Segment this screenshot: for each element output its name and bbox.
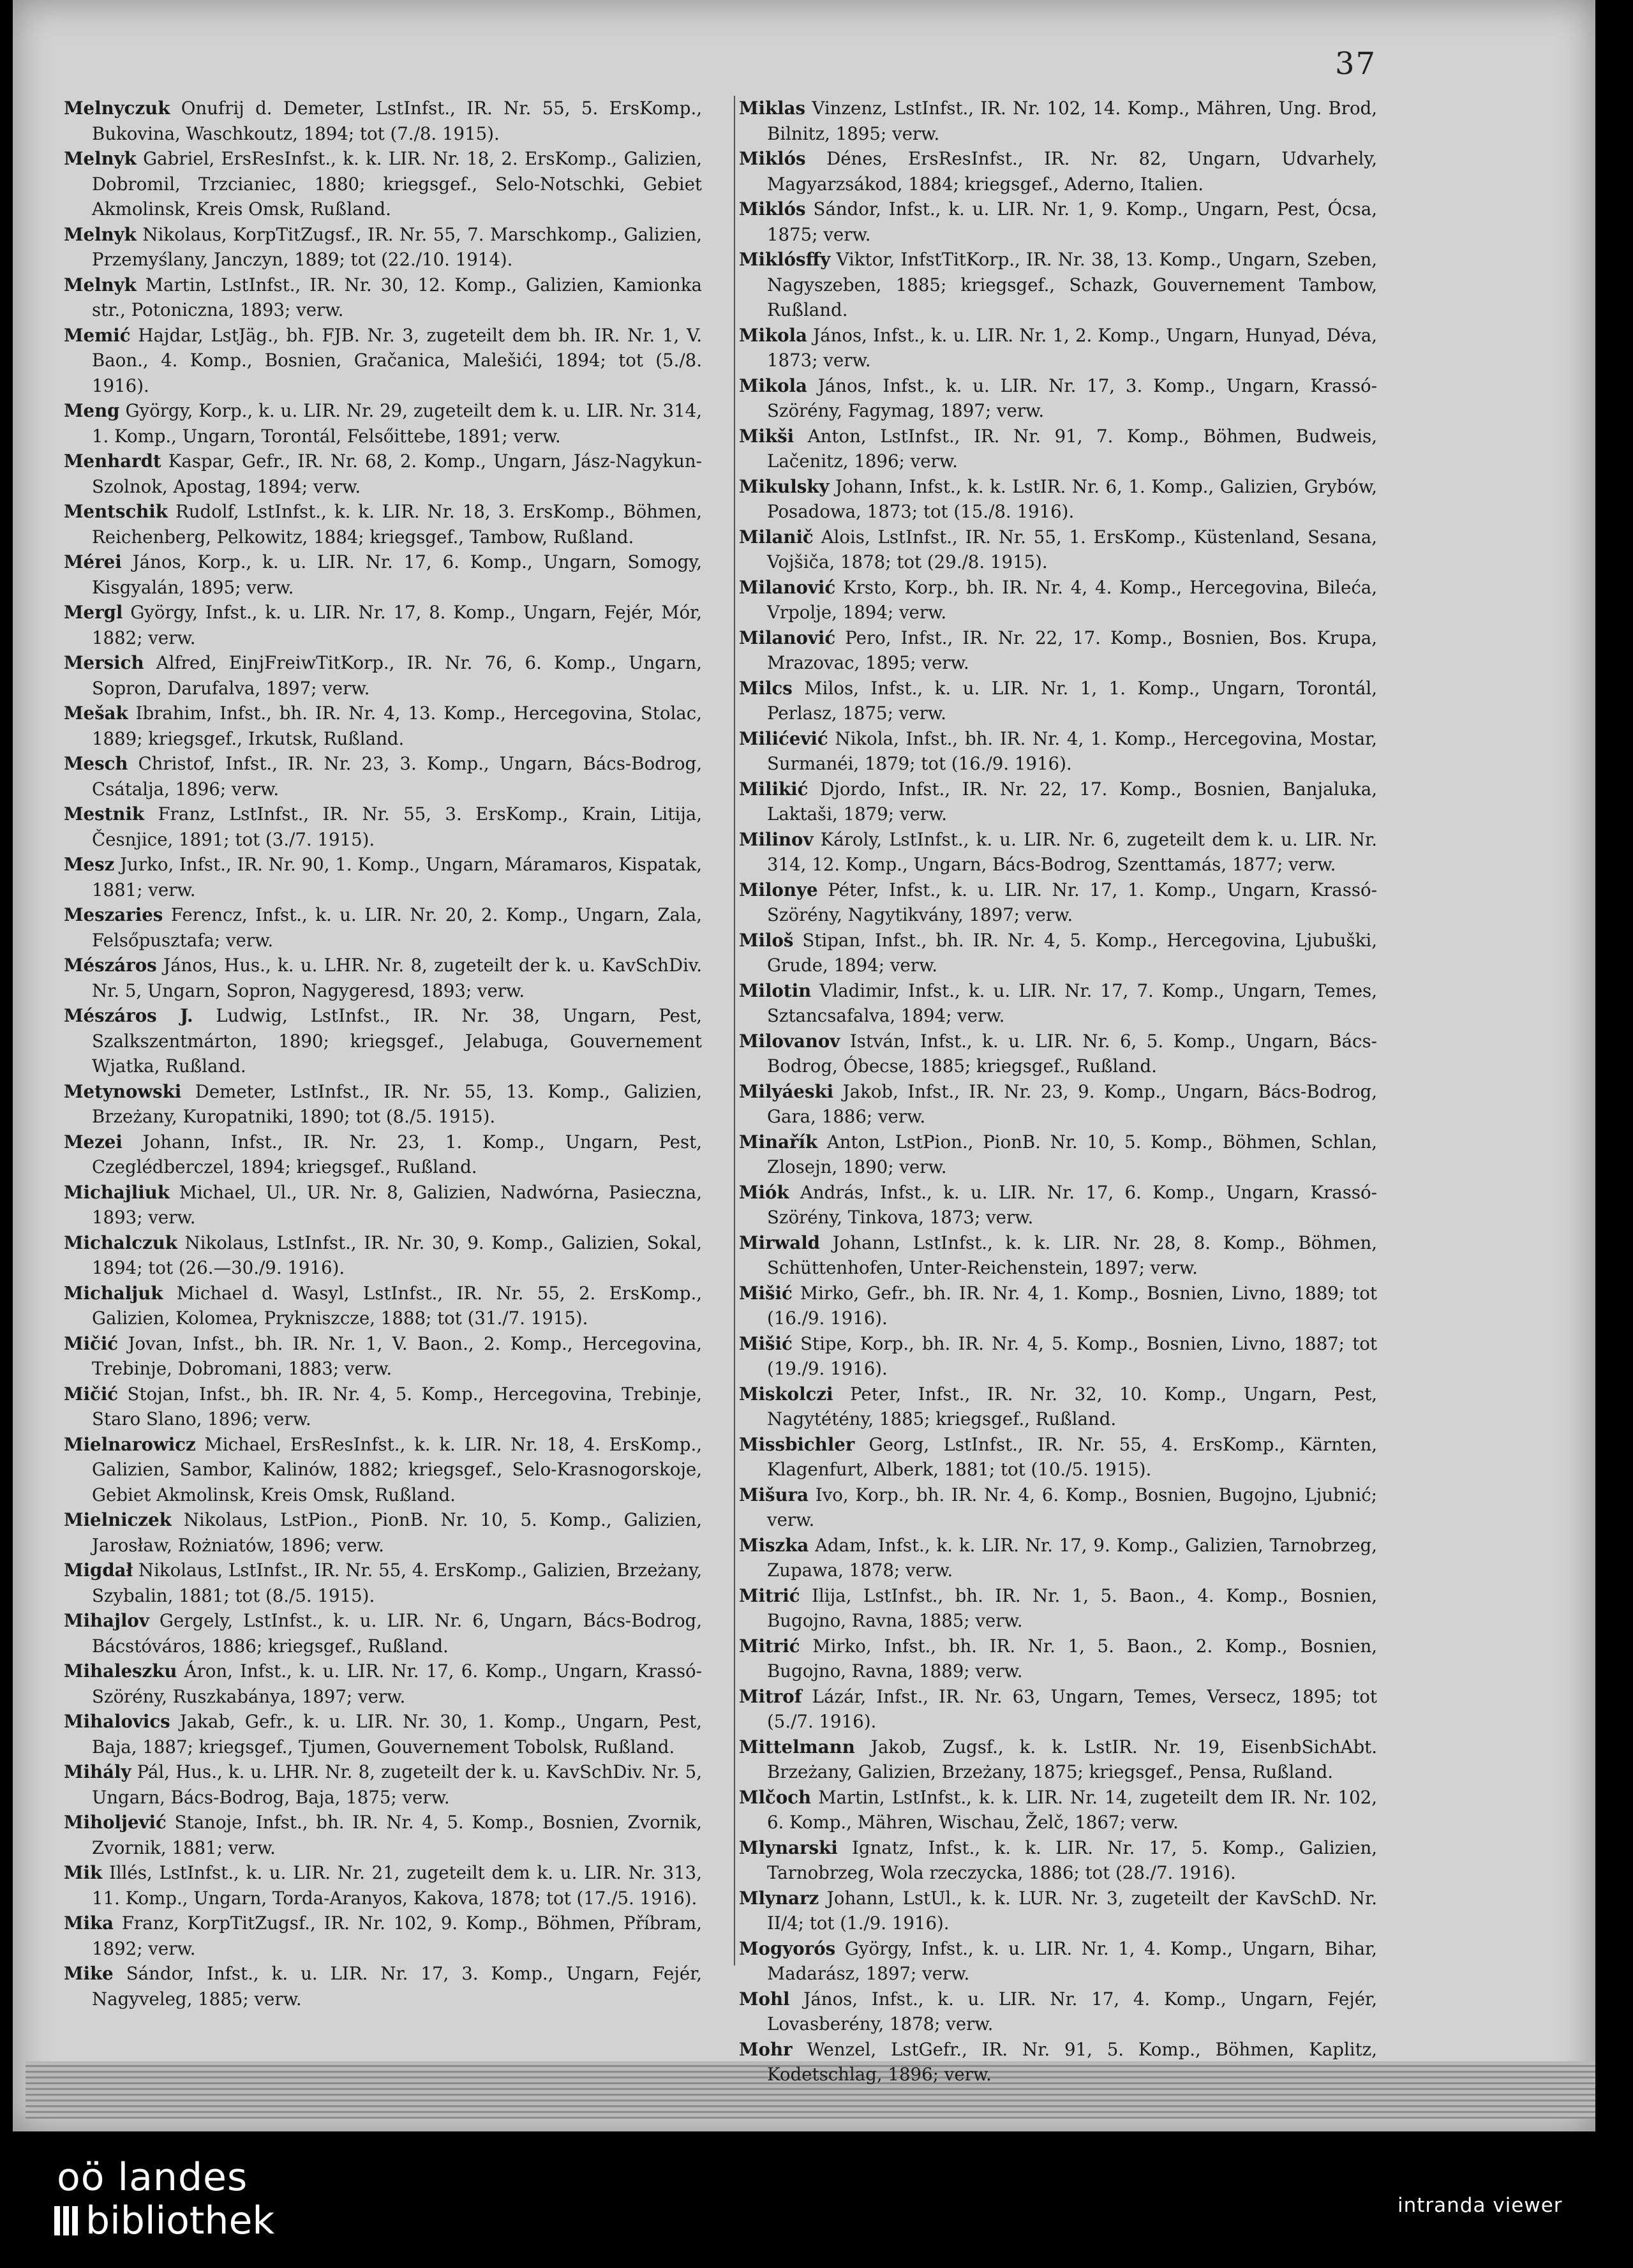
entry-surname: Melnyk [64, 223, 137, 245]
register-entry [64, 1507, 702, 1558]
entry-surname: Mlynarski [739, 1837, 838, 1858]
entry-details: Franz, KorpTitZugsf., IR. Nr. 102, 9. Komp., Böhmen, Příbram, 1892; verw. [92, 1913, 702, 1959]
register-entry [739, 1987, 1377, 2037]
entry-surname: Milikić [739, 778, 809, 800]
entry-details: Martin, LstInfst., k. k. LIR. Nr. 14, zugeteilt dem IR. Nr. 102, 6. Komp., Mähren, Wischau, Želč, 1867; verw. [767, 1786, 1377, 1833]
entry-surname: Milyáeski [739, 1080, 834, 1102]
register-entry [64, 1860, 702, 1911]
entry-details: Wenzel, LstGefr., IR. Nr. 91, 5. Komp., Böhmen, Kaplitz, Kodetschlag, 1896; verw. [767, 2038, 1377, 2085]
register-entry [64, 1759, 702, 1810]
entry-details: Jakob, Zugsf., k. k. LstIR. Nr. 19, EisenbSichAbt. Brzeżany, Galizien, Brzeżany, 1875; kriegsgef., Pensa, Rußland. [767, 1736, 1378, 1782]
register-entry [64, 802, 702, 852]
entry-surname: Milanič [739, 526, 814, 548]
entry-details: Stanoje, Infst., bh. IR. Nr. 4, 5. Komp., Bosnien, Zvornik, Zvornik, 1881; verw. [92, 1812, 702, 1858]
register-entry [64, 146, 702, 222]
entry-details: Michael, Ul., UR. Nr. 8, Galizien, Nadwórna, Pasieczna, 1893; verw. [92, 1181, 702, 1228]
entry-details: Milos, Infst., k. u. LIR. Nr. 1, 1. Komp., Ungarn, Torontál, Perlasz, 1875; verw. [767, 677, 1377, 724]
register-entry [64, 902, 702, 953]
entry-details: István, Infst., k. u. LIR. Nr. 6, 5. Komp., Ungarn, Bács-Bodrog, Óbecse, 1885; kriegsgef., Rußland. [767, 1030, 1377, 1077]
entry-surname: Migdał [64, 1560, 133, 1581]
register-entry [64, 1961, 702, 2011]
register-entry [739, 1079, 1377, 1130]
entry-surname: Mezei [64, 1131, 123, 1153]
register-entry [739, 525, 1377, 575]
entry-surname: Mlynarz [739, 1887, 819, 1909]
register-entry [64, 222, 702, 272]
entry-details: Nikolaus, LstInfst., IR. Nr. 30, 9. Komp., Galizien, Sokal, 1894; tot (26.—30./9. 1916). [92, 1232, 702, 1278]
entry-details: Illés, LstInfst., k. u. LIR. Nr. 21, zugeteilt dem k. u. LIR. Nr. 313, 11. Komp., Ungarn, Torda-Aranyos, Kakova, 1878; tot (17./5. 1916). [92, 1862, 702, 1909]
entry-surname: Milanović [739, 627, 836, 648]
entry-surname: Miklós [739, 198, 806, 220]
entry-surname: Miklas [739, 98, 806, 119]
entry-surname: Mentschik [64, 501, 168, 522]
entry-details: Johann, Infst., IR. Nr. 23, 1. Komp., Ungarn, Pest, Czeglédberczel, 1894; kriegsgef., Rußland. [92, 1131, 702, 1177]
entry-surname: Mersich [64, 652, 144, 673]
register-entry [64, 1130, 702, 1180]
entry-surname: Mogyorós [739, 1937, 836, 1959]
entry-surname: Miók [739, 1181, 789, 1203]
register-entry [739, 1634, 1377, 1684]
entry-surname: Mihály [64, 1761, 131, 1782]
register-entry [739, 323, 1377, 373]
register-entry [739, 777, 1377, 827]
register-entry [64, 398, 702, 449]
register-entry [739, 1835, 1377, 1886]
entry-surname: Mérei [64, 551, 122, 572]
entry-surname: Milotin [739, 980, 812, 1001]
register-entry [739, 625, 1377, 676]
register-entry [739, 2037, 1377, 2087]
entry-details: Adam, Infst., k. k. LIR. Nr. 17, 9. Komp., Galizien, Tarnobrzeg, Zupawa, 1878; verw. [767, 1534, 1377, 1581]
entry-surname: Mergl [64, 602, 123, 623]
entry-details: Nikola, Infst., bh. IR. Nr. 4, 1. Komp., Hercegovina, Mostar, Surmanéi, 1879; tot (16./9. 1916). [767, 727, 1377, 774]
entry-details: János, Korp., k. u. LIR. Nr. 17, 6. Komp., Ungarn, Somogy, Kisgyalán, 1895; verw. [92, 551, 702, 598]
entry-details: György, Infst., k. u. LIR. Nr. 1, 4. Komp., Ungarn, Bihar, Madarász, 1897; verw. [767, 1937, 1377, 1984]
entry-details: Áron, Infst., k. u. LIR. Nr. 17, 6. Komp., Ungarn, Krassó-Szörény, Ruszkabánya, 1897; verw. [92, 1660, 702, 1707]
entry-surname: Mihalovics [64, 1711, 170, 1732]
register-entry [64, 1003, 702, 1079]
entry-details: György, Infst., k. u. LIR. Nr. 17, 8. Komp., Ungarn, Fejér, Mór, 1882; verw. [92, 602, 702, 648]
entry-details: Stipan, Infst., bh. IR. Nr. 4, 5. Komp., Hercegovina, Ljubuški, Grude, 1894; verw. [767, 929, 1377, 976]
register-entry [739, 1583, 1377, 1634]
register-entry [739, 1886, 1377, 1936]
entry-details: Jurko, Infst., IR. Nr. 90, 1. Komp., Ungarn, Máramaros, Kispatak, 1881; verw. [92, 854, 702, 900]
register-entry [64, 1230, 702, 1281]
register-entry [739, 197, 1377, 247]
right-column [739, 96, 1378, 2085]
entry-details: Pál, Hus., k. u. LHR. Nr. 8, zugeteilt der k. u. KavSchDiv. Nr. 5, Ungarn, Bács-Bodrog, Baja, 1875; verw. [92, 1761, 702, 1808]
register-entry [739, 1482, 1377, 1533]
entry-details: Johann, LstInfst., k. k. LIR. Nr. 28, 8. Komp., Böhmen, Schüttenhofen, Unter-Reichenstein, 1897; verw. [767, 1232, 1377, 1278]
entry-surname: Mikola [739, 375, 807, 396]
register-entry [739, 676, 1377, 726]
entry-details: Djordo, Infst., IR. Nr. 22, 17. Komp., Bosnien, Banjaluka, Laktaši, 1879; verw. [767, 778, 1377, 824]
register-entry [64, 272, 702, 323]
entry-surname: Melnyk [64, 148, 137, 169]
entry-surname: Meszaries [64, 904, 163, 925]
register-entry [64, 1558, 702, 1608]
logo-text-line2: bibliothek [86, 2198, 275, 2243]
register-entry [64, 1180, 702, 1230]
entry-details: Ibrahim, Infst., bh. IR. Nr. 4, 13. Komp., Hercegovina, Stolac, 1889; kriegsgef., Irkutsk, Rußland. [92, 703, 702, 749]
entry-details: Viktor, InfstTitKorp., IR. Nr. 38, 13. Komp., Ungarn, Szeben, Nagyszeben, 1885; kriegsgef., Schazk, Gouvernement Tambow, Rußland. [767, 249, 1377, 320]
register-entry [739, 96, 1377, 146]
entry-surname: Mészáros [64, 955, 157, 976]
entry-surname: Milcs [739, 677, 793, 699]
logo-text-line1: oö landes [57, 2155, 248, 2200]
entry-details: Károly, LstInfst., k. u. LIR. Nr. 6, zugeteilt dem k. u. LIR. Nr. 314, 12. Komp., Ungarn, Bács-Bodrog, Szenttamás, 1877; verw. [767, 828, 1377, 875]
entry-details: Anton, LstInfst., IR. Nr. 91, 7. Komp., Böhmen, Budweis, Lačenitz, 1896; verw. [767, 425, 1377, 472]
entry-surname: Metynowski [64, 1080, 182, 1102]
register-entry [64, 600, 702, 650]
register-entry [64, 1810, 702, 1860]
entry-surname: Miklósffy [739, 249, 831, 270]
register-entry [739, 1684, 1377, 1735]
entry-details: Ilija, LstInfst., bh. IR. Nr. 1, 5. Baon., 4. Komp., Bosnien, Bugojno, Ravna, 1885; verw. [767, 1585, 1377, 1631]
register-entry [739, 928, 1377, 978]
page-number: 37 [1335, 46, 1377, 82]
entry-details: Christof, Infst., IR. Nr. 23, 3. Komp., Ungarn, Bács-Bodrog, Csátalja, 1896; verw. [92, 753, 702, 800]
entry-surname: Miloš [739, 929, 794, 951]
entry-surname: Mičić [64, 1332, 119, 1354]
register-entry [64, 650, 702, 701]
register-entry [64, 751, 702, 802]
entry-details: Stojan, Infst., bh. IR. Nr. 4, 5. Komp., Hercegovina, Trebinje, Staro Slano, 1896; verw. [92, 1383, 702, 1429]
entry-surname: Miholjević [64, 1812, 167, 1833]
register-entry [64, 1331, 702, 1382]
entry-surname: Mitrić [739, 1585, 800, 1606]
register-entry [64, 852, 702, 902]
register-entry [739, 1230, 1377, 1281]
register-entry [739, 247, 1377, 323]
register-entry [64, 1709, 702, 1759]
entry-details: Nikolaus, KorpTitZugsf., IR. Nr. 55, 7. Marschkomp., Galizien, Przemyślany, Janczyn, 1889; tot (22./10. 1914). [92, 223, 702, 270]
entry-surname: Miszka [739, 1534, 809, 1556]
entry-details: Vinzenz, LstInfst., IR. Nr. 102, 14. Komp., Mähren, Ung. Brod, Bilnitz, 1895; verw. [767, 98, 1377, 144]
entry-surname: Milićević [739, 727, 828, 749]
register-entry [739, 1936, 1377, 1987]
entry-details: Martin, LstInfst., IR. Nr. 30, 12. Komp., Galizien, Kamionka str., Potoniczna, 1893; verw. [92, 274, 702, 320]
entry-surname: Mesz [64, 854, 115, 875]
entry-details: Lázár, Infst., IR. Nr. 63, Ungarn, Temes, Versecz, 1895; tot (5./7. 1916). [767, 1685, 1377, 1732]
register-entry [64, 449, 702, 499]
entry-surname: Miskolczi [739, 1383, 833, 1405]
entry-surname: Mišura [739, 1484, 809, 1505]
entry-surname: Michajliuk [64, 1181, 170, 1203]
register-entry [739, 1029, 1377, 1079]
register-entry [64, 1432, 702, 1508]
entry-surname: Mitrić [739, 1635, 800, 1657]
register-entry [64, 499, 702, 549]
entry-surname: Milonye [739, 879, 818, 900]
entry-details: Anton, LstPion., PionB. Nr. 10, 5. Komp., Böhmen, Schlan, Zlosejn, 1890; verw. [767, 1131, 1377, 1177]
entry-surname: Milanović [739, 576, 836, 598]
register-entry [739, 1785, 1377, 1835]
entry-surname: Mészáros J. [64, 1005, 193, 1026]
entry-details: Alois, LstInfst., IR. Nr. 55, 1. ErsKomp., Küstenland, Sesana, Vojšiča, 1878; tot (29./8. 1915). [767, 526, 1377, 572]
register-entry [739, 726, 1377, 777]
entry-details: Johann, LstUl., k. k. LUR. Nr. 3, zugeteilt der KavSchD. Nr. II/4; tot (1./9. 1916). [767, 1887, 1377, 1934]
entry-surname: Mohr [739, 2038, 793, 2060]
entry-details: Georg, LstInfst., IR. Nr. 55, 4. ErsKomp., Kärnten, Klagenfurt, Alberk, 1881; tot (10./5. 1915). [767, 1433, 1377, 1480]
library-logo [54, 2156, 274, 2242]
register-entry [739, 1130, 1377, 1180]
viewer-label: intranda viewer [1398, 2194, 1563, 2217]
entry-surname: Minařík [739, 1131, 818, 1153]
entry-details: Krsto, Korp., bh. IR. Nr. 4, 4. Komp., Hercegovina, Bileća, Vrpolje, 1894; verw. [767, 576, 1377, 623]
entry-surname: Mišić [739, 1282, 793, 1304]
register-entry [739, 978, 1377, 1029]
entry-surname: Mišić [739, 1332, 793, 1354]
register-entry [64, 323, 702, 399]
entry-details: Michael, ErsResInfst., k. k. LIR. Nr. 18, 4. ErsKomp., Galizien, Sambor, Kalinów, 1882; kriegsgef., Selo-Krasnogorskoje, Gebiet Akmolinsk, Kreis Omsk, Rußland. [92, 1433, 702, 1505]
entry-surname: Mik [64, 1862, 103, 1883]
register-entry [739, 373, 1377, 424]
entry-details: János, Infst., k. u. LIR. Nr. 17, 3. Komp., Ungarn, Krassó-Szörény, Fagymag, 1897; verw. [767, 375, 1377, 421]
entry-surname: Michaljuk [64, 1282, 163, 1304]
register-entry [739, 146, 1377, 197]
register-entry [739, 1432, 1377, 1482]
entry-surname: Mohl [739, 1988, 790, 2010]
entry-details: György, Korp., k. u. LIR. Nr. 29, zugeteilt dem k. u. LIR. Nr. 314, 1. Komp., Ungarn, Torontál, Felsőittebe, 1891; verw. [92, 400, 702, 447]
register-entry [739, 877, 1377, 928]
register-entry [739, 1281, 1377, 1331]
register-entry [64, 1382, 702, 1432]
entry-details: Mirko, Gefr., bh. IR. Nr. 4, 1. Komp., Bosnien, Livno, 1889; tot (16./9. 1916). [767, 1282, 1377, 1329]
entry-details: Ivo, Korp., bh. IR. Nr. 4, 6. Komp., Bosnien, Bugojno, Ljubnić; verw. [767, 1484, 1377, 1530]
register-entry [64, 1281, 702, 1331]
entry-surname: Michalczuk [64, 1232, 177, 1253]
column-divider [734, 96, 735, 1966]
register-entry [739, 575, 1377, 625]
entry-details: Stipe, Korp., bh. IR. Nr. 4, 5. Komp., Bosnien, Livno, 1887; tot (19./9. 1916). [767, 1332, 1377, 1379]
register-entry [739, 424, 1377, 474]
entry-surname: Mesch [64, 753, 128, 774]
entry-surname: Mikulsky [739, 475, 830, 497]
entry-details: Hajdar, LstJäg., bh. FJB. Nr. 3, zugeteilt dem bh. IR. Nr. 1, V. Baon., 4. Komp., Bosnien, Gračanica, Malešići, 1894; tot (5./8. 1916). [92, 324, 703, 396]
entry-details: Ferencz, Infst., k. u. LIR. Nr. 20, 2. Komp., Ungarn, Zala, Felsőpusztafa; verw. [92, 904, 703, 951]
entry-details: Péter, Infst., k. u. LIR. Nr. 17, 1. Komp., Ungarn, Krassó-Szörény, Nagytikvány, 1897; verw. [767, 879, 1377, 925]
entry-details: Nikolaus, LstPion., PionB. Nr. 10, 5. Komp., Galizien, Jarosław, Rożniatów, 1896; verw. [92, 1509, 702, 1556]
entry-surname: Mirwald [739, 1232, 820, 1253]
entry-surname: Mika [64, 1913, 114, 1934]
entry-surname: Mikši [739, 425, 794, 447]
entry-details: János, Infst., k. u. LIR. Nr. 1, 2. Komp., Ungarn, Hunyad, Déva, 1873; verw. [767, 324, 1377, 371]
entry-surname: Melnyk [64, 274, 137, 295]
entry-surname: Mielnarowicz [64, 1433, 196, 1455]
entry-surname: Mittelmann [739, 1736, 855, 1757]
entry-details: János, Infst., k. u. LIR. Nr. 17, 4. Komp., Ungarn, Fejér, Lovasberény, 1878; verw. [767, 1988, 1377, 2034]
register-entry [64, 1659, 702, 1709]
entry-details: Michael d. Wasyl, LstInfst., IR. Nr. 55, 2. ErsKomp., Galizien, Kolomea, Prykniszcze, 1888; tot (31./7. 1915). [92, 1282, 702, 1329]
entry-details: Peter, Infst., IR. Nr. 32, 10. Komp., Ungarn, Pest, Nagytétény, 1885; kriegsgef., Rußland. [767, 1383, 1377, 1429]
entry-surname: Meng [64, 400, 120, 421]
entry-details: Sándor, Infst., k. u. LIR. Nr. 1, 9. Komp., Ungarn, Pest, Ócsa, 1875; verw. [767, 198, 1377, 245]
register-entry [739, 1180, 1377, 1230]
entry-details: Ignatz, Infst., k. k. LIR. Nr. 17, 5. Komp., Galizien, Tarnobrzeg, Wola rzeczycka, 1886; tot (28./7. 1916). [767, 1837, 1377, 1883]
entry-surname: Melnyczuk [64, 98, 170, 119]
entry-details: Mirko, Infst., bh. IR. Nr. 1, 5. Baon., 2. Komp., Bosnien, Bugojno, Ravna, 1889; verw. [767, 1635, 1377, 1682]
entry-surname: Mešak [64, 703, 128, 724]
entry-surname: Mikola [739, 324, 807, 346]
entry-surname: Milinov [739, 828, 814, 850]
entry-details: Sándor, Infst., k. u. LIR. Nr. 17, 3. Komp., Ungarn, Fejér, Nagyveleg, 1885; verw. [92, 1963, 703, 2010]
entry-details: Gabriel, ErsResInfst., k. k. LIR. Nr. 18, 2. ErsKomp., Galizien, Dobromil, Trzcianiec, 1880; kriegsgef., Selo-Notschki, Gebiet Akmolinsk, Kreis Omsk, Rußland. [92, 148, 702, 220]
entry-surname: Mike [64, 1963, 114, 1984]
register-entry [64, 1911, 702, 1961]
register-entry [64, 953, 702, 1003]
entry-details: Demeter, LstInfst., IR. Nr. 55, 13. Komp., Galizien, Brzeżany, Kuropatniki, 1890; tot (8./5. 1915). [92, 1080, 702, 1127]
register-entry [739, 1533, 1377, 1583]
register-entry [64, 1079, 702, 1130]
entry-details: Nikolaus, LstInfst., IR. Nr. 55, 4. ErsKomp., Galizien, Brzeżany, Szybalin, 1881; tot (8./5. 1915). [92, 1560, 702, 1606]
entry-details: Kaspar, Gefr., IR. Nr. 68, 2. Komp., Ungarn, Jász-Nagykun-Szolnok, Apostag, 1894; verw. [92, 451, 702, 497]
entry-surname: Memić [64, 324, 131, 346]
register-entry [739, 474, 1377, 525]
entry-surname: Miklós [739, 148, 806, 169]
left-column [64, 96, 702, 2010]
entry-details: Vladimir, Infst., k. u. LIR. Nr. 17, 7. Komp., Ungarn, Temes, Sztancsafalva, 1894; verw. [767, 980, 1377, 1026]
entry-surname: Mihajlov [64, 1610, 149, 1631]
register-entry [64, 1608, 702, 1659]
entry-surname: Mitrof [739, 1685, 802, 1707]
entry-details: Dénes, ErsResInfst., IR. Nr. 82, Ungarn, Udvarhely, Magyarzsákod, 1884; kriegsgef., Aderno, Italien. [767, 148, 1377, 195]
register-entry [64, 701, 702, 751]
entry-details: János, Hus., k. u. LHR. Nr. 8, zugeteilt der k. u. KavSchDiv. Nr. 5, Ungarn, Sopron, Nagygeresd, 1893; verw. [92, 955, 702, 1001]
register-entry [739, 827, 1377, 877]
entry-surname: Mielniczek [64, 1509, 172, 1530]
entry-details: Ludwig, LstInfst., IR. Nr. 38, Ungarn, Pest, Szalkszentmárton, 1890; kriegsgef., Jelabuga, Gouvernement Wjatka, Rußland. [92, 1005, 702, 1077]
entry-details: András, Infst., k. u. LIR. Nr. 17, 6. Komp., Ungarn, Krassó-Szörény, Tinkova, 1873; verw. [767, 1181, 1377, 1228]
register-entry [64, 96, 702, 146]
logo-bars-icon [54, 2206, 78, 2235]
register-entry [739, 1735, 1377, 1785]
entry-details: Jakab, Gefr., k. u. LIR. Nr. 30, 1. Komp., Ungarn, Pest, Baja, 1887; kriegsgef., Tjumen, Gouvernement Tobolsk, Rußland. [92, 1711, 702, 1757]
entry-surname: Milovanov [739, 1030, 840, 1052]
register-entry [739, 1331, 1377, 1382]
entry-surname: Mihaleszku [64, 1660, 177, 1682]
entry-details: Jovan, Infst., bh. IR. Nr. 1, V. Baon., 2. Komp., Hercegovina, Trebinje, Dobromani, 1883; verw. [92, 1332, 702, 1379]
entry-details: Johann, Infst., k. k. LstIR. Nr. 6, 1. Komp., Galizien, Grybów, Posadowa, 1873; tot (15./8. 1916). [767, 475, 1377, 522]
entry-details: Franz, LstInfst., IR. Nr. 55, 3. ErsKomp., Krain, Litija, Česnjice, 1891; tot (3./7. 1915). [92, 803, 702, 850]
entry-details: Alfred, EinjFreiwTitKorp., IR. Nr. 76, 6. Komp., Ungarn, Sopron, Darufalva, 1897; verw. [92, 652, 702, 699]
entry-surname: Mičić [64, 1383, 119, 1405]
entry-details: Pero, Infst., IR. Nr. 22, 17. Komp., Bosnien, Bos. Krupa, Mrazovac, 1895; verw. [767, 627, 1377, 673]
entry-details: Gergely, LstInfst., k. u. LIR. Nr. 6, Ungarn, Bács-Bodrog, Bácstóváros, 1886; kriegsgef., Rußland. [92, 1610, 702, 1657]
entry-surname: Menhardt [64, 451, 161, 472]
entry-details: Onufrij d. Demeter, LstInfst., IR. Nr. 55, 5. ErsKomp., Bukovina, Waschkoutz, 1894; tot (7./8. 1915). [92, 98, 702, 144]
entry-surname: Mestnik [64, 803, 145, 824]
entry-surname: Missbichler [739, 1433, 855, 1455]
entry-surname: Mlčoch [739, 1786, 812, 1808]
entry-details: Jakob, Infst., IR. Nr. 23, 9. Komp., Ungarn, Bács-Bodrog, Gara, 1886; verw. [767, 1080, 1377, 1127]
register-entry [64, 549, 702, 600]
entry-details: Rudolf, LstInfst., k. k. LIR. Nr. 18, 3. ErsKomp., Böhmen, Reichenberg, Pelkowitz, 1884; kriegsgef., Tambow, Rußland. [92, 501, 702, 548]
register-entry [739, 1382, 1377, 1432]
